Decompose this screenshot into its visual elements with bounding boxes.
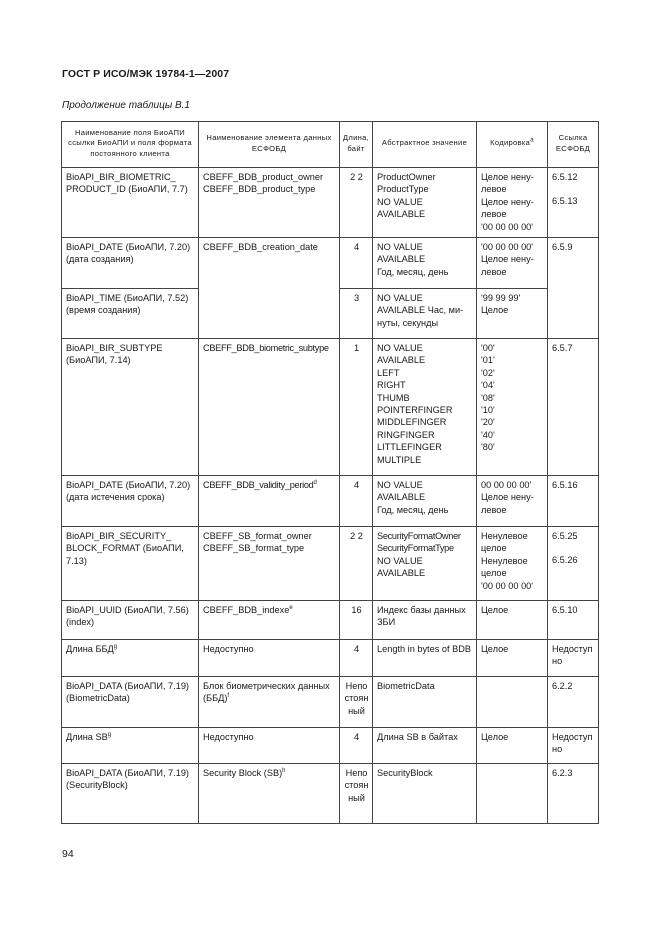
abstract-line: RIGHT — [377, 380, 406, 391]
element-line: CBEFF_BDB_creation_date — [203, 242, 318, 253]
cell-element — [199, 339, 340, 476]
cell-ref: 6.5.10 — [548, 601, 599, 640]
table-row — [62, 728, 599, 764]
abstract-line: NO VALUE — [377, 343, 423, 354]
cell-element — [199, 476, 340, 527]
abstract-line: NO VALUE — [377, 293, 423, 304]
cell-encoding — [477, 764, 548, 824]
encoding-line: левое — [481, 504, 507, 515]
ref-line: 6.5.13 — [552, 196, 578, 207]
abstract-line: NO VALUE — [377, 242, 423, 253]
table-row — [62, 677, 599, 728]
cell-encoding — [477, 527, 548, 601]
abstract-text: Индекс базы данных ЗБИ — [377, 605, 466, 628]
encoding-line: 00 00 00 00' — [481, 480, 532, 491]
ref-line: 6.5.26 — [552, 555, 578, 566]
table-row — [62, 168, 599, 238]
cell-length: 4 — [340, 640, 373, 677]
abstract-line: ProductType — [377, 184, 429, 195]
cell-ref: 6.5.9 — [548, 238, 599, 339]
header-abstract-value: Абстрактное значение — [373, 122, 477, 168]
field-text: BioAPI_BIR_BIOMETRIC_ PRODUCT_ID (БиоАПИ, 7.7) — [66, 172, 188, 195]
element-line: CBEFF_BDB_product_type — [203, 184, 316, 195]
cell-ref — [548, 168, 599, 238]
encoding-line: Целое нену- — [481, 196, 534, 207]
table-header-row — [62, 122, 599, 168]
element-text: Блок биометрических данных (ББД) — [203, 681, 330, 704]
page-number: 94 — [62, 848, 74, 860]
cell-abstract — [373, 476, 477, 527]
element-line — [203, 479, 336, 491]
footnote-marker: g — [107, 731, 112, 738]
cell-abstract — [373, 289, 477, 339]
cell-element — [199, 677, 340, 728]
field-text: BioAPI_TIME (БиоАПИ, 7.52) (время создания) — [66, 293, 189, 316]
abstract-line: RINGFINGER — [377, 429, 435, 440]
cell-length: 1 — [340, 339, 373, 476]
field-text: BioAPI_DATE (БиоАПИ, 7.20) (дата истечения срока) — [66, 480, 191, 503]
cell-element — [199, 238, 340, 339]
element-line: CBEFF_SB_format_type — [203, 543, 305, 554]
cell-abstract: SecurityBlock — [373, 764, 477, 824]
footnote-marker: g — [113, 643, 118, 650]
cell-field — [62, 527, 199, 601]
element-line: CBEFF_SB_format_owner — [203, 531, 312, 542]
header-bioapi-field: Наименование поля БиоАПИ ссылки БиоАПИ и поля формата постоянного клиента — [62, 122, 199, 168]
table-row — [62, 339, 599, 476]
cell-encoding — [477, 677, 548, 728]
cell-abstract — [373, 168, 477, 238]
field-text: BioAPI_DATA (БиоАПИ, 7.19) (SecurityBlock) — [66, 768, 189, 791]
cell-ref: 6.2.2 — [548, 677, 599, 728]
cell-element — [199, 168, 340, 238]
cell-abstract: BiometricData — [373, 677, 477, 728]
cell-abstract — [373, 238, 477, 289]
cell-field — [62, 238, 199, 289]
abstract-line: AVAILABLE — [377, 254, 426, 265]
cell-field — [62, 677, 199, 728]
table-row — [62, 601, 599, 640]
header-encoding — [477, 122, 548, 168]
encoding-line: '80' — [481, 442, 495, 453]
encoding-line: левое — [481, 184, 507, 195]
header-cbeff-reference: Ссылка ЕСФОБД — [548, 122, 599, 168]
ref-text: Недоступно — [552, 732, 593, 755]
field-text: BioAPI_BIR_SUBTYPE (БиоАПИ, 7.14) — [66, 343, 163, 366]
abstract-line: POINTERFINGER — [377, 405, 453, 416]
abstract-line: NO VALUE — [377, 555, 423, 566]
header-encoding-label: Кодировка — [490, 138, 531, 148]
table-row — [62, 238, 599, 289]
encoding-line: '99 99 99' — [481, 293, 521, 304]
abstract-line: NO VALUE — [377, 196, 423, 207]
ref-line: 6.5.25 — [552, 531, 578, 542]
abstract-line: NO VALUE — [377, 480, 423, 491]
field-text: BioAPI_DATE (БиоАПИ, 7.20) (дата создания) — [66, 242, 191, 265]
header-length: Длина, байт — [340, 122, 373, 168]
abstract-line: SecurityFormatType — [377, 543, 454, 554]
abstract-line: LITTLEFINGER — [377, 442, 442, 453]
cell-ref — [548, 640, 599, 677]
cell-encoding — [477, 289, 548, 339]
cell-element — [199, 764, 340, 824]
encoding-line: левое — [481, 209, 507, 220]
cell-encoding: Целое — [477, 728, 548, 764]
table-row — [62, 764, 599, 824]
encoding-line: левое — [481, 266, 507, 277]
encoding-line: '20' — [481, 417, 495, 428]
encoding-line: '00' — [481, 343, 495, 354]
abstract-line: SecurityFormatOwner — [377, 531, 461, 542]
cell-length: 4 — [340, 238, 373, 289]
footnote-marker: d — [313, 479, 317, 486]
document-code: ГОСТ Р ИСО/МЭК 19784-1—2007 — [62, 68, 230, 80]
cell-ref: 6.5.16 — [548, 476, 599, 527]
field-text: BioAPI_UUID (БиоАПИ, 7.56) (index) — [66, 605, 189, 628]
length-text: Непостоянный — [344, 768, 369, 803]
cell-ref — [548, 527, 599, 601]
cell-element — [199, 601, 340, 640]
encoding-line: Целое нену- — [481, 492, 534, 503]
cell-field — [62, 601, 199, 640]
cell-length: 3 — [340, 289, 373, 339]
cell-abstract — [373, 527, 477, 601]
cell-length: 4 — [340, 476, 373, 527]
cell-encoding — [477, 476, 548, 527]
abstract-line: AVAILABLE — [377, 355, 426, 366]
cell-length: 2 2 — [340, 168, 373, 238]
encoding-line: целое — [481, 568, 507, 579]
cell-length: 16 — [340, 601, 373, 640]
abstract-line: MIDDLEFINGER — [377, 417, 447, 428]
cell-encoding — [477, 339, 548, 476]
cell-encoding: Целое — [477, 640, 548, 677]
element-text: Security Block (SB) — [203, 768, 283, 779]
field-text: Длина ББД — [66, 644, 114, 655]
cell-length: 2 2 — [340, 527, 373, 601]
table-caption: Продолжение таблицы В.1 — [62, 100, 190, 111]
cell-element: Недоступно — [199, 728, 340, 764]
element-text: CBEFF_BDB_validity_period — [203, 480, 314, 491]
element-line: CBEFF_BDB_product_owner — [203, 172, 324, 182]
abstract-line: MULTIPLE — [377, 454, 422, 465]
abstract-line: AVAILABLE — [377, 492, 426, 503]
cell-field — [62, 476, 199, 527]
encoding-line: '04' — [481, 380, 495, 391]
cell-field — [62, 640, 199, 677]
spec-table — [61, 121, 599, 824]
abstract-line: ProductOwner — [377, 172, 436, 182]
field-text: BioAPI_BIR_SECURITY_ BLOCK_FORMAT (БиоАПИ, 7.13) — [66, 531, 184, 566]
table-row — [62, 527, 599, 601]
cell-length — [340, 764, 373, 824]
ref-text: Недоступно — [552, 644, 593, 667]
encoding-line: '00 00 00 00' — [481, 580, 534, 591]
encoding-line: '10' — [481, 405, 495, 416]
encoding-line: Целое нену- — [481, 254, 534, 265]
encoding-line: целое — [481, 543, 507, 554]
cell-abstract — [373, 601, 477, 640]
cell-field — [62, 728, 199, 764]
footnote-marker: f — [227, 693, 230, 700]
ref-line: 6.5.12 — [552, 172, 578, 182]
abstract-line: AVAILABLE — [377, 209, 426, 220]
footnote-marker: e — [289, 604, 293, 611]
encoding-line: Ненулевое — [481, 531, 528, 542]
encoding-line: '08' — [481, 392, 495, 403]
cell-encoding — [477, 168, 548, 238]
abstract-line: Год, месяц, день — [377, 504, 449, 515]
field-text: Длина SB — [66, 732, 108, 743]
abstract-line: AVAILABLE — [377, 568, 426, 579]
cell-field — [62, 168, 199, 238]
encoding-line: Целое — [481, 305, 509, 316]
cell-field — [62, 339, 199, 476]
element-line — [203, 604, 336, 616]
cell-ref: 6.5.7 — [548, 339, 599, 476]
cell-abstract — [373, 339, 477, 476]
cell-encoding: Целое — [477, 601, 548, 640]
abstract-line: AVAILABLE Час, ми- — [377, 305, 464, 316]
abstract-text: Length in bytes of BDB — [377, 644, 471, 655]
footnote-marker: a — [530, 137, 534, 144]
cell-ref — [548, 728, 599, 764]
header-cbeff-element: Наименование элемента данных ЕСФОБД — [199, 122, 340, 168]
encoding-line: Ненулевое — [481, 555, 528, 566]
abstract-line: THUMB — [377, 392, 410, 403]
encoding-line: Целое нену- — [481, 172, 534, 182]
abstract-line: Год, месяц, день — [377, 266, 449, 277]
cell-encoding — [477, 238, 548, 289]
encoding-line: '01' — [481, 355, 495, 366]
table-row — [62, 640, 599, 677]
cell-abstract: Длина SB в байтах — [373, 728, 477, 764]
cell-element — [199, 527, 340, 601]
cell-length: 4 — [340, 728, 373, 764]
cell-field — [62, 764, 199, 824]
cell-abstract — [373, 640, 477, 677]
encoding-line: '40' — [481, 429, 495, 440]
element-line: CBEFF_BDB_biometric_subtype — [203, 343, 329, 354]
encoding-line: '02' — [481, 367, 495, 378]
cell-element: Недоступно — [199, 640, 340, 677]
footnote-marker: h — [282, 767, 286, 774]
abstract-line: нуты, секунды — [377, 317, 439, 328]
abstract-line: LEFT — [377, 367, 400, 378]
encoding-line: '00 00 00 00' — [481, 221, 534, 232]
cell-field — [62, 289, 199, 339]
cell-length — [340, 677, 373, 728]
length-text: Непостоянный — [344, 681, 369, 716]
table-row — [62, 476, 599, 527]
element-text: CBEFF_BDB_indexe — [203, 605, 290, 616]
field-text: BioAPI_DATA (БиоАПИ, 7.19) (BiometricData) — [66, 681, 189, 704]
cell-ref: 6.2.3 — [548, 764, 599, 824]
encoding-line: '00 00 00 00' — [481, 242, 534, 253]
